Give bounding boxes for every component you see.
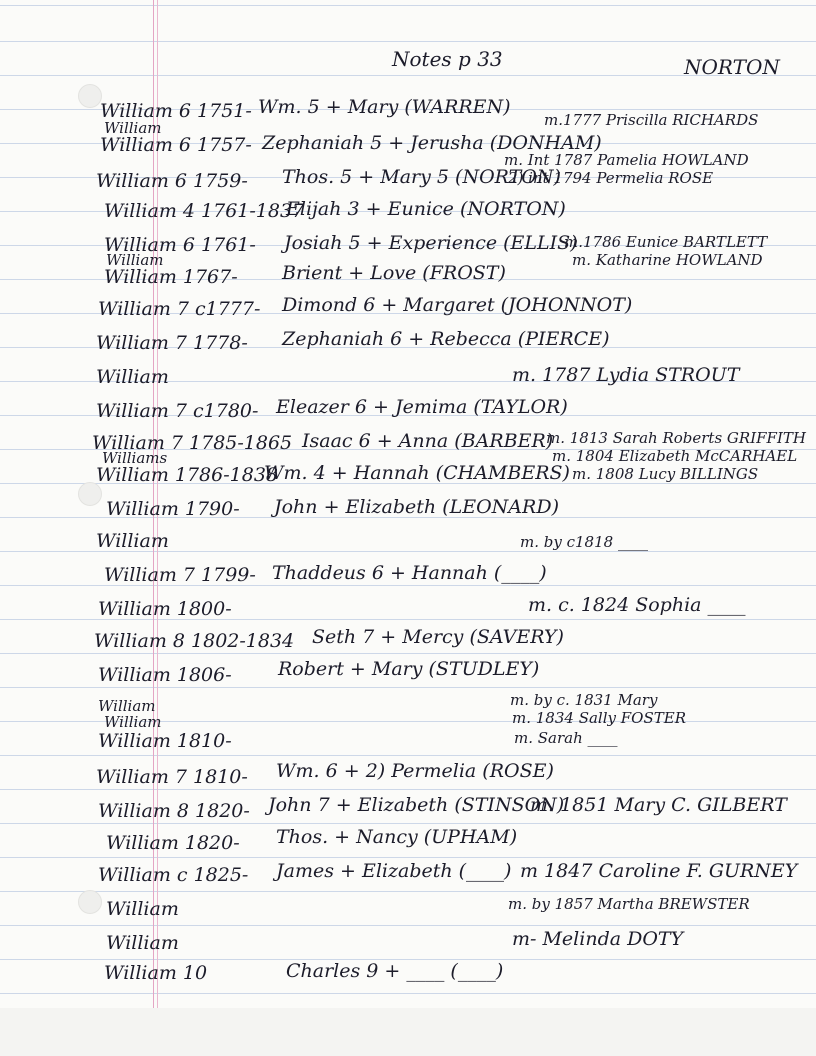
entry-parents: Wm. 4 + Hannah (CHAMBERS) [264, 462, 570, 484]
entry-name: William 8 1802-1834 [94, 630, 295, 652]
entry-marriage: m. c. 1824 Sophia ____ [528, 594, 746, 616]
entry-name: William 1800- [98, 598, 232, 620]
entry-parents: Elijah 3 + Eunice (NORTON) [286, 198, 566, 220]
entry-name: William 1790- [106, 498, 240, 520]
entry-parents: Brient + Love (FROST) [282, 262, 506, 284]
entry-parents: Thos. + Nancy (UPHAM) [276, 826, 518, 848]
entry-marriage: m 1847 Caroline F. GURNEY [520, 860, 798, 882]
entry-name: William 1786-1838 [96, 464, 279, 486]
entry-parents: Seth 7 + Mercy (SAVERY) [312, 626, 564, 648]
entry-marriage: m. 1804 Elizabeth McCARHAEL [552, 447, 798, 465]
entry-marriage: m. Sarah ____ [514, 729, 618, 747]
page-reference: Notes p 33 [392, 47, 503, 71]
entry-parents: Thaddeus 6 + Hannah (____) [272, 562, 547, 584]
entry-name: William 6 1751- [100, 100, 252, 122]
entry-name: William 7 1785-1865 [92, 432, 293, 454]
entry-marriage: m.1786 Eunice BARTLETT [564, 233, 768, 251]
entry-name: William [104, 119, 162, 137]
scan-background [0, 1008, 816, 1056]
entry-parents: Zephaniah 6 + Rebecca (PIERCE) [282, 328, 610, 350]
entry-parents: Wm. 5 + Mary (WARREN) [258, 96, 511, 118]
entry-parents: Wm. 6 + 2) Permelia (ROSE) [276, 760, 554, 782]
entry-marriage: m. 1851 Mary C. GILBERT [530, 794, 787, 816]
entry-marriage: 2) int 1794 Permelia ROSE [508, 169, 714, 187]
entry-marriage: m. by c1818 ____ [520, 533, 648, 551]
punch-hole [78, 84, 102, 108]
entry-marriage: m. Int 1787 Pamelia HOWLAND [504, 151, 749, 169]
entry-parents: Charles 9 + ____ (____) [286, 960, 504, 982]
entry-marriage: m. by 1857 Martha BREWSTER [508, 895, 750, 913]
entry-name: William 7 c1780- [96, 400, 259, 422]
entry-marriage: m. 1813 Sarah Roberts GRIFFITH [546, 429, 806, 447]
entry-name: William 6 1759- [96, 170, 248, 192]
entry-marriage: m. by c. 1831 Mary [510, 691, 658, 709]
entry-name: William [104, 713, 162, 731]
entry-marriage: m- Melinda DOTY [512, 928, 684, 950]
entry-name: William [98, 697, 156, 715]
entry-parents: Robert + Mary (STUDLEY) [278, 658, 540, 680]
entry-parents: Dimond 6 + Margaret (JOHONNOT) [282, 294, 633, 316]
entry-name: William 1820- [106, 832, 240, 854]
entry-name: William 8 1820- [98, 800, 250, 822]
entry-name: William c 1825- [98, 864, 249, 886]
entry-parents: James + Elizabeth (____) [276, 860, 512, 882]
entry-marriage: m. 1834 Sally FOSTER [512, 709, 686, 727]
entry-name: William [106, 898, 179, 920]
entry-name: William 7 c1777- [98, 298, 261, 320]
entry-name: William 6 1761- [104, 234, 256, 256]
entry-marriage: m. Katharine HOWLAND [572, 251, 763, 269]
entry-parents: Isaac 6 + Anna (BARBER) [302, 430, 554, 452]
entry-name: Williams [102, 449, 168, 467]
entry-parents: Thos. 5 + Mary 5 (NORTON) [282, 166, 561, 188]
entry-name: William 10 [104, 962, 208, 984]
entry-name: William 1810- [98, 730, 232, 752]
entry-name: William 1767- [104, 266, 238, 288]
entry-name: William [96, 530, 169, 552]
entry-name: William 6 1757- [100, 134, 252, 156]
entry-marriage: m. 1787 Lydia STROUT [512, 364, 740, 386]
entry-name: William 7 1778- [96, 332, 248, 354]
entry-name: William 7 1810- [96, 766, 248, 788]
entry-parents: Zephaniah 5 + Jerusha (DONHAM) [262, 132, 602, 154]
surname-title: NORTON [684, 55, 780, 79]
entry-name: William [96, 366, 169, 388]
entry-parents: John + Elizabeth (LEONARD) [274, 496, 559, 518]
entry-name: William [106, 251, 164, 269]
entry-parents: Josiah 5 + Experience (ELLIS) [284, 232, 578, 254]
entry-marriage: m.1777 Priscilla RICHARDS [544, 111, 759, 129]
entry-parents: John 7 + Elizabeth (STINSON) [268, 794, 565, 816]
punch-hole [78, 890, 102, 914]
entry-marriage: m. 1808 Lucy BILLINGS [572, 465, 759, 483]
entry-name: William 7 1799- [104, 564, 256, 586]
entry-name: William 1806- [98, 664, 232, 686]
entry-parents: Eleazer 6 + Jemima (TAYLOR) [276, 396, 568, 418]
entry-name: William [106, 932, 179, 954]
entry-name: William 4 1761-1837 [104, 200, 305, 222]
